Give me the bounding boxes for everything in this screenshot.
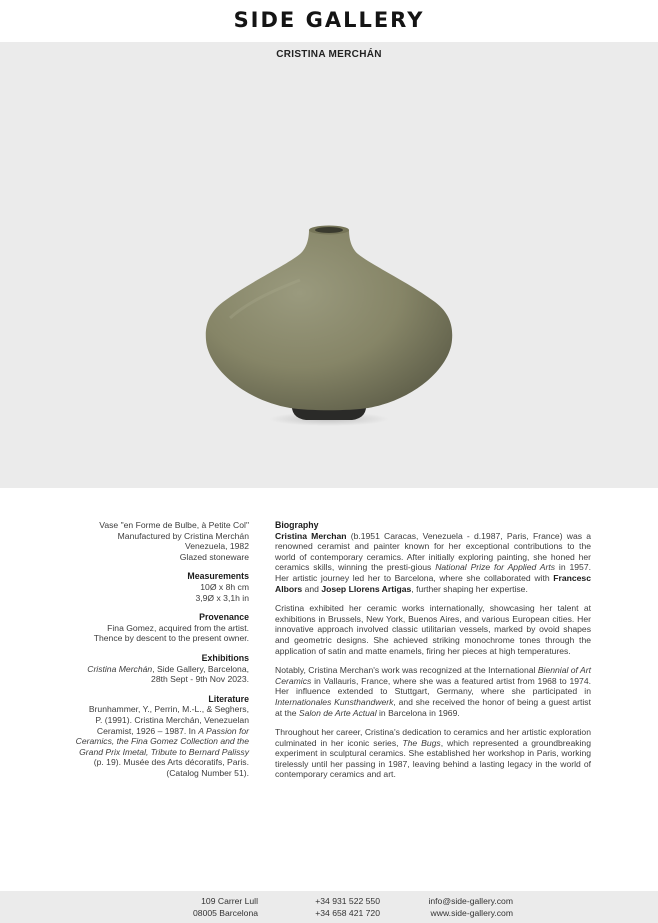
event-name: Biennial of Art Ceramics [275, 665, 592, 686]
bio-text: in Vallauris, France, where she was a featured artist from 1968 to 1974. Her influence extended to Stuttgart, Germany, where she participated in [275, 675, 591, 697]
bio-text: and [302, 583, 322, 594]
series-name: The Bugs [402, 737, 441, 748]
artwork-photo [0, 68, 658, 488]
artwork-details [40, 520, 249, 787]
bio-text: in Barcelona in 1969. [376, 707, 460, 718]
provenance-section [40, 612, 249, 644]
literature-book-title: A Passion for [198, 725, 249, 736]
measurements-imperial: 3,9Ø x 3,1h in [195, 592, 249, 603]
literature-line: Brunhammer, Y., Perrin, M.-L., & Seghers, [88, 704, 249, 715]
exhibitions-label: Exhibitions [201, 652, 249, 663]
website-link[interactable]: www.side-gallery.com [430, 908, 513, 918]
event-name: Internationales Kunsthandwerk [275, 696, 394, 707]
literature-line [40, 736, 249, 747]
artwork-material: Glazed stoneware [179, 551, 249, 562]
measurements-section [40, 571, 249, 603]
exhibition-venue: , Side Gallery, Barcelona, [152, 663, 249, 674]
literature-label: Literature [208, 693, 249, 704]
literature-line [40, 747, 249, 758]
biography-paragraph [275, 727, 591, 780]
bio-text: , and she received the honor of being a guest artist at the [275, 696, 591, 718]
biography-paragraph: Cristina exhibited her ceramic works internationally, showcasing her talent at exhibitions in Brussels, New York, Buenos Aires, and various European cities. Her innovative approach involved classic utilitarian vessels, marked by ovoid shapes and geometric designs. She achieved striking monochrome tones through the application of satin and matte enamels, firing her pieces at high temperatures. [275, 603, 591, 656]
biography-label: Biography [275, 520, 319, 530]
biography-paragraph [275, 665, 591, 718]
measurements-metric: 10Ø x 8h cm [200, 581, 249, 592]
literature-line: (Catalog Number 51). [166, 767, 249, 778]
measurements-label: Measurements [187, 571, 249, 582]
gallery-brand: SIDE GALLERY [233, 8, 425, 32]
literature-book-title: Grand Prix Imetal, Tribute to Bernard Palissy [79, 746, 249, 757]
award-name: National Prize for Applied Arts [435, 562, 556, 573]
vase-image [0, 68, 658, 488]
provenance-line: Thence by descent to the present owner. [93, 633, 249, 644]
email-link[interactable]: info@side-gallery.com [428, 896, 513, 906]
collaborator-name: Francesc Albors [275, 572, 591, 594]
bio-text: Notably, Cristina Merchan's work was recognized at the International [275, 665, 538, 676]
bio-text: , further shaping her expertise. [411, 583, 528, 594]
address-city: 08005 Barcelona [193, 908, 258, 918]
footer-contact [410, 895, 513, 919]
exhibition-line [40, 664, 249, 675]
exhibition-dates: 28th Sept - 9th Nov 2023. [151, 674, 249, 685]
phone-number[interactable]: +34 931 522 550 [315, 896, 380, 906]
literature-text: Ceramist, 1926 – 1987. In [96, 725, 199, 736]
bio-text: Throughout her career, Cristina's dedication to ceramics and her artistic exploration culminated in her iconic series, [275, 727, 591, 748]
biography-paragraph [275, 531, 591, 595]
footer-phones [300, 895, 380, 919]
bio-text: (b.1951 Caracas, Venezuela - d.1987, Paris, France) was a renowned ceramist and painter known for her exceptional contributions to the world of contemporary ceramics. After initially exploring painting, she honed her ceramics skills, winning the presti-gious [275, 530, 591, 573]
exhibitions-section [40, 653, 249, 685]
biography-section [275, 520, 591, 789]
footer-address [150, 895, 258, 919]
exhibition-name: Cristina Merchán [87, 663, 153, 674]
footer [0, 891, 658, 923]
collaborator-name: Josep Llorens Artigas [321, 583, 412, 594]
artwork-origin: Venezuela, 1982 [184, 541, 249, 552]
literature-book-title: Ceramics, the Fina Gomez Collection and the [75, 736, 249, 747]
literature-line: (p. 19). Musée des Arts décoratifs, Paris. [93, 757, 249, 768]
artwork-maker: Manufactured by Cristina Merchán [117, 530, 249, 541]
literature-section [40, 694, 249, 779]
artwork-info [40, 520, 249, 562]
provenance-label: Provenance [199, 612, 249, 623]
artist-name: Cristina Merchan [275, 530, 347, 541]
artist-name-band: CRISTINA MERCHÁN [0, 42, 658, 68]
literature-line: P. (1991). Cristina Merchán, Venezuelan [95, 714, 249, 725]
event-name: Salon de Arte Actual [298, 707, 377, 718]
bio-text: , which represented a groundbreaking experiment in sculptural ceramics. She established her workshop in Paris, working tirelessly until her passing in 1987, leaving behind a lasting legacy in the world of contemporary ceramics and art. [275, 737, 591, 780]
address-street: 109 Carrer Lull [201, 896, 258, 906]
literature-line [40, 726, 249, 737]
provenance-line: Fina Gomez, acquired from the artist. [107, 622, 249, 633]
bio-text: in 1957. Her artistic journey led her to Barcelona, where she collaborated with [275, 562, 591, 583]
phone-number[interactable]: +34 658 421 720 [315, 908, 380, 918]
artwork-title: Vase "en Forme de Bulbe, à Petite Col" [99, 520, 249, 530]
